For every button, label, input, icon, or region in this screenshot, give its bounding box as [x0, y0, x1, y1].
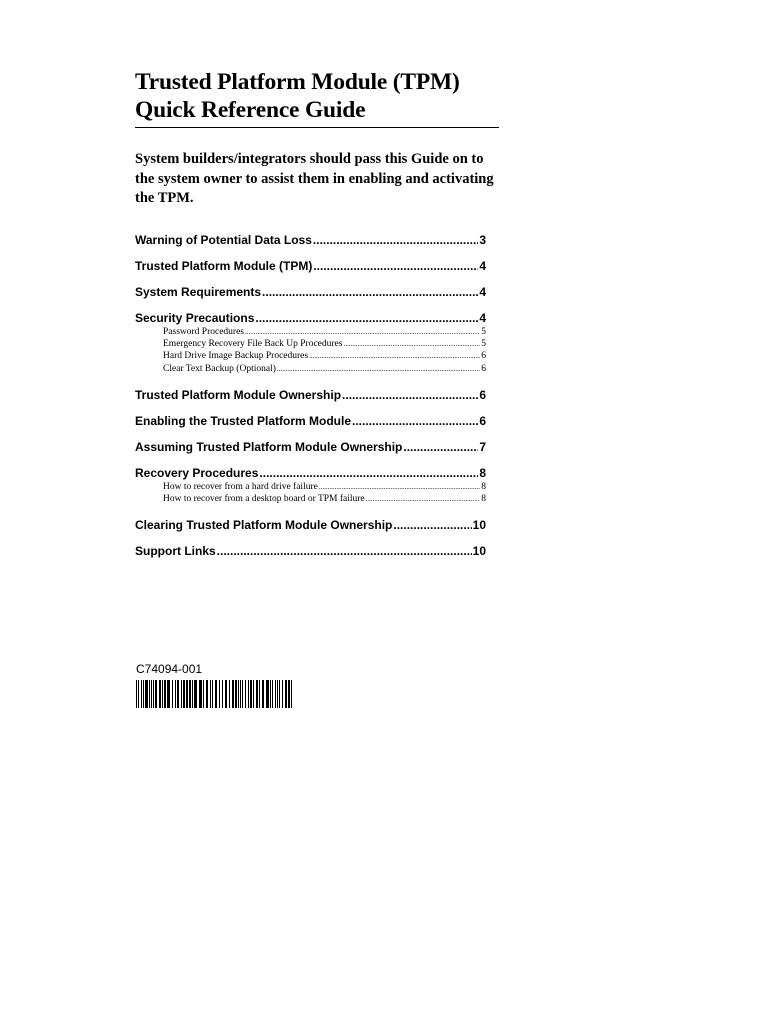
barcode-bar — [288, 680, 290, 708]
toc-entry[interactable] — [135, 387, 486, 403]
barcode — [136, 680, 294, 708]
barcode-bar — [282, 680, 283, 708]
barcode-bar — [259, 680, 260, 708]
barcode-bar — [262, 680, 264, 708]
toc-entry-page-number: 8 — [479, 465, 486, 480]
toc-entry[interactable] — [135, 543, 486, 559]
title-line-1: Trusted Platform Module (TPM) — [135, 69, 460, 95]
barcode-bar — [159, 680, 161, 708]
toc-entry[interactable] — [135, 258, 486, 274]
barcode-bar — [270, 680, 271, 708]
table-of-contents — [135, 232, 486, 559]
barcode-bar — [167, 680, 170, 708]
toc-entry[interactable] — [135, 413, 486, 429]
toc-entry-page-number: 4 — [479, 285, 486, 299]
barcode-bar — [155, 680, 157, 708]
barcode-bar — [215, 680, 217, 708]
barcode-bar — [277, 680, 278, 708]
barcode-bar — [235, 680, 237, 708]
barcode-bar — [206, 680, 208, 708]
barcode-bar — [194, 680, 197, 708]
toc-subentry-label: How to recover from a hard drive failure — [163, 481, 318, 492]
dot-leader — [366, 493, 481, 505]
barcode-bar — [250, 680, 252, 708]
toc-entry[interactable] — [135, 284, 486, 300]
barcode-bar — [162, 680, 163, 708]
toc-entry-label: Trusted Platform Module (TPM) — [135, 259, 313, 273]
barcode-bar — [245, 680, 246, 708]
barcode-bar — [229, 680, 230, 708]
barcode-bar — [143, 680, 144, 708]
dot-leader — [309, 350, 480, 362]
dot-leader — [259, 465, 478, 481]
toc-entry-page-number: 10 — [472, 518, 486, 533]
toc-entry-page-number: 4 — [479, 311, 486, 325]
barcode-bar — [199, 680, 202, 708]
toc-entry-page-number: 6 — [479, 387, 486, 402]
toc-entry-label: Assuming Trusted Platform Module Ownership — [135, 439, 403, 454]
barcode-bar — [203, 680, 204, 708]
toc-entry-label: Warning of Potential Data Loss — [135, 233, 312, 247]
toc-subentry-page-number: 5 — [481, 327, 486, 337]
toc-entry-label: Support Links — [135, 544, 216, 559]
title-line-2: Quick Reference Guide — [135, 97, 366, 123]
toc-subentry-label: Hard Drive Image Backup Procedures — [163, 351, 309, 362]
barcode-bar — [149, 680, 150, 708]
barcode-bar — [256, 680, 258, 708]
dot-leader — [343, 338, 480, 350]
toc-entry-label: Trusted Platform Module Ownership — [135, 387, 342, 402]
barcode-bar — [141, 680, 142, 708]
toc-subentry[interactable] — [163, 481, 486, 493]
dot-leader — [277, 363, 480, 375]
toc-subentry[interactable] — [163, 338, 486, 350]
toc-subentry-label: Clear Text Backup (Optional) — [163, 363, 276, 374]
barcode-bar — [291, 680, 292, 708]
toc-entry[interactable] — [135, 232, 486, 248]
barcode-bar — [192, 680, 193, 708]
barcode-bar — [181, 680, 182, 708]
dot-leader — [255, 310, 478, 326]
toc-entry-page-number: 10 — [472, 544, 486, 559]
barcode-bar — [266, 680, 269, 708]
dot-leader — [319, 481, 480, 493]
barcode-bar — [153, 680, 154, 708]
barcode-bar — [164, 680, 166, 708]
barcode-bar — [210, 680, 211, 708]
barcode-bar — [177, 680, 179, 708]
dot-leader — [313, 258, 478, 274]
toc-entry-page-number: 6 — [479, 413, 486, 428]
barcode-bar — [232, 680, 234, 708]
barcode-bar — [172, 680, 173, 708]
barcode-bar — [240, 680, 241, 708]
barcode-bar — [175, 680, 176, 708]
toc-entry-label: Security Precautions — [135, 311, 255, 325]
barcode-bar — [279, 680, 280, 708]
toc-entry[interactable] — [135, 310, 486, 326]
toc-entry-page-number: 7 — [479, 439, 486, 454]
dot-leader — [245, 326, 480, 338]
barcode-bar — [151, 680, 152, 708]
title-rule — [135, 127, 499, 128]
toc-subentry-label: Emergency Recovery File Back Up Procedures — [163, 339, 343, 350]
barcode-bar — [272, 680, 273, 708]
barcode-bar — [248, 680, 249, 708]
toc-subentry[interactable] — [163, 493, 486, 505]
toc-subentry-page-number: 6 — [481, 351, 486, 362]
barcode-bar — [136, 680, 137, 708]
toc-subentry[interactable] — [163, 350, 486, 362]
toc-entry-label: Enabling the Trusted Platform Module — [135, 413, 352, 428]
barcode-bar — [222, 680, 223, 708]
toc-entry-page-number: 3 — [479, 233, 486, 247]
barcode-bar — [183, 680, 185, 708]
toc-entry[interactable] — [135, 439, 486, 455]
toc-subentry-page-number: 8 — [481, 481, 486, 492]
toc-entry[interactable] — [135, 517, 486, 533]
toc-subentry[interactable] — [163, 326, 486, 338]
toc-entry-label: Clearing Trusted Platform Module Ownership — [135, 518, 393, 533]
barcode-bar — [212, 680, 213, 708]
toc-entry-page-number: 4 — [479, 259, 486, 273]
intro-paragraph: System builders/integrators should pass this Guide on to the system owner to assist them in enabling and activating the TPM. — [135, 151, 494, 206]
toc-subentry-page-number: 5 — [481, 339, 486, 350]
barcode-bar — [225, 680, 227, 708]
barcode-bar — [219, 680, 220, 708]
barcode-bar — [275, 680, 276, 708]
document-title — [135, 68, 500, 124]
barcode-bar — [253, 680, 254, 708]
dot-leader — [342, 387, 478, 403]
dot-leader — [313, 232, 478, 248]
barcode-bar — [138, 680, 139, 708]
toc-entry-label: System Requirements — [135, 285, 262, 299]
part-number: C74094-001 — [136, 662, 203, 676]
toc-subentry-label: How to recover from a desktop board or TPM failure — [163, 494, 365, 505]
barcode-bar — [145, 680, 148, 708]
dot-leader — [217, 543, 472, 559]
toc-subentry-page-number: 6 — [481, 363, 486, 374]
barcode-bar — [242, 680, 243, 708]
toc-subentry-label: Password Procedures — [163, 327, 245, 337]
barcode-bar — [189, 680, 191, 708]
barcode-bar — [285, 680, 287, 708]
toc-subentry[interactable] — [163, 363, 486, 375]
barcode-bar — [186, 680, 188, 708]
dot-leader — [352, 413, 478, 429]
toc-subentry-page-number: 8 — [481, 494, 486, 505]
dot-leader — [403, 439, 478, 455]
dot-leader — [393, 517, 471, 533]
dot-leader — [262, 284, 478, 300]
toc-entry-label: Recovery Procedures — [135, 465, 259, 480]
toc-entry[interactable] — [135, 465, 486, 481]
barcode-bar — [238, 680, 239, 708]
